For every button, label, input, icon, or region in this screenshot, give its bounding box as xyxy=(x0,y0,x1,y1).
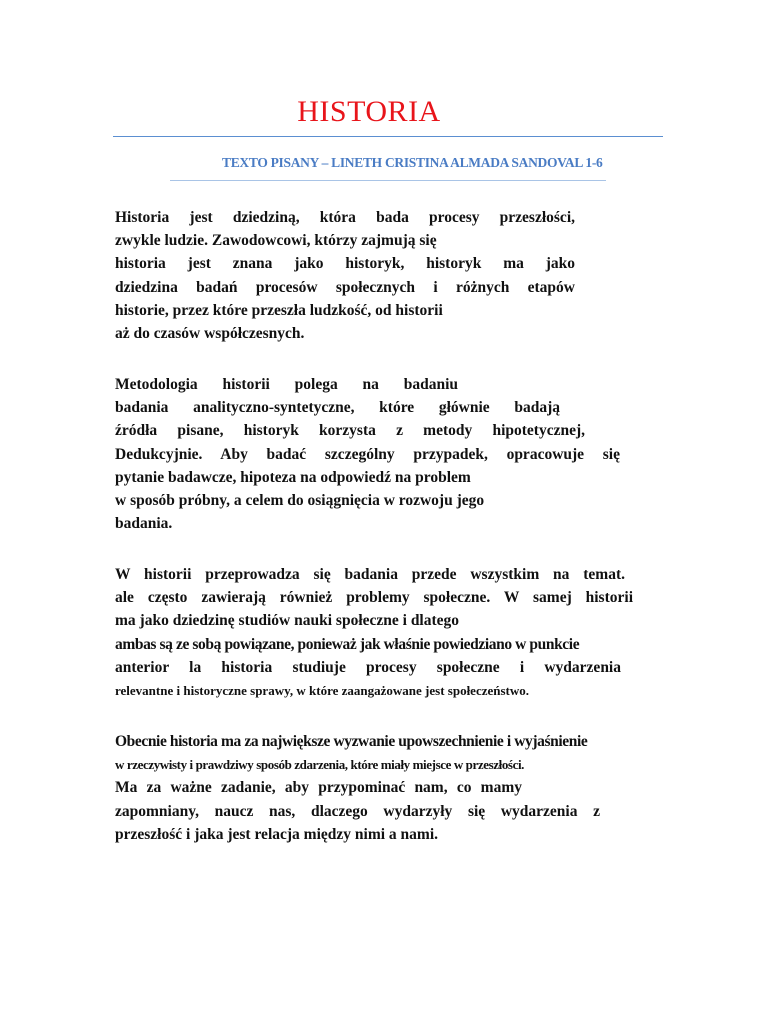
title-divider xyxy=(113,136,663,137)
text-line: ambas są ze sobą powiązane, ponieważ jak właśnie powiedziano w punkcie xyxy=(115,635,580,653)
text-line: Historia jest dziedziną, która bada procesy przeszłości, xyxy=(115,209,575,226)
paragraph-3 xyxy=(115,563,633,702)
text-line: źródła pisane, historyk korzysta z metody hipotetycznej, xyxy=(115,422,585,440)
text-line: ma jako dziedzinę studiów nauki społeczne i dlatego xyxy=(115,612,460,630)
text-line: relevantne i historyczne sprawy, w które zaangażowane jest społeczeństwo. xyxy=(115,682,530,698)
text-line: przeszłość i jaka jest relacja między nimi a nami. xyxy=(115,825,438,843)
text-line: W historii przeprowadza się badania przede wszystkim na temat. xyxy=(115,566,625,583)
paragraph-4 xyxy=(115,730,660,846)
text-line: Dedukcyjnie. Aby badać szczególny przypadek, opracowuje się xyxy=(115,445,620,463)
paragraph-2 xyxy=(115,373,620,535)
document-subtitle: TEXTO PISANY – LINETH CRISTINA ALMADA SANDOVAL 1-6 xyxy=(222,155,603,170)
text-line: aż do czasów współczesnych. xyxy=(115,324,305,342)
text-line: zapomniany, naucz nas, dlaczego wydarzyły się wydarzenia z xyxy=(115,802,600,820)
text-line: dziedzina badań procesów społecznych i różnych etapów xyxy=(115,278,575,296)
text-line: ale często zawierają również problemy społeczne. W samej historii xyxy=(115,589,633,607)
text-line: pytanie badawcze, hipoteza na odpowiedź na problem xyxy=(115,468,471,486)
text-line: zwykle ludzie. Zawodowcowi, którzy zajmują się xyxy=(115,232,437,250)
text-line: badania analityczno-syntetyczne, które głównie badają xyxy=(115,399,560,417)
text-line: historia jest znana jako historyk, historyk ma jako xyxy=(115,255,575,273)
subtitle-divider xyxy=(170,180,606,181)
text-line: w sposób próbny, a celem do osiągnięcia w rozwoju jego xyxy=(115,491,485,509)
text-line: anterior la historia studiuje procesy społeczne i wydarzenia xyxy=(115,658,621,676)
document-title: HISTORIA xyxy=(297,95,441,128)
text-line: w rzeczywisty i prawdziwy sposób zdarzenia, które miały miejsce w przeszłości. xyxy=(115,757,525,773)
text-line: badania. xyxy=(115,515,173,533)
paragraph-1 xyxy=(115,206,575,345)
text-line: Metodologia historii polega na badaniu xyxy=(115,376,458,393)
text-line: Obecnie historia ma za największe wyzwanie upowszechnienie i wyjaśnienie xyxy=(115,733,588,750)
text-line: historie, przez które przeszła ludzkość, od historii xyxy=(115,301,443,319)
text-line: Ma za ważne zadanie, aby przypominać nam, co mamy xyxy=(115,779,522,797)
